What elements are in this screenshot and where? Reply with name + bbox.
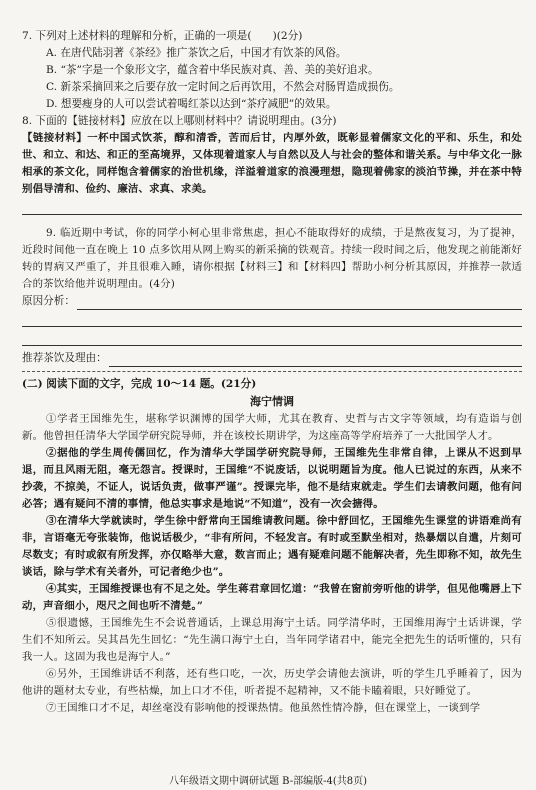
q8-stem: 8. 下面的【链接材料】应放在以上哪则材料中？请说明理由。(3分) bbox=[22, 115, 337, 127]
q7-option-d: D. 想要瘦身的人可以尝试着喝红茶以达到“茶疗减肥”的效果。 bbox=[46, 98, 337, 110]
q8-link-material: 【链接材料】一杯中国式饮茶，醇和清香，苦而后甘，内厚外敛，既彰显着儒家文化的平和、乐生，和处世、和立、和达、和正的至高境界，又体现着道家人与自然以及人与社会的整体和谐关系。与中华文化一脉相承的茶文化，同样饱含着儒家的治世机缘，洋溢着道家的浪漫理想，隐现着佛家的淡泊节操，并在茶中特别倡导清和、俭约、廉洁、求真、求美。 bbox=[22, 132, 522, 195]
article-paragraph-5: ⑤很遗憾，王国维先生不会说普通话，上课总用海宁土话。同学清华时，王国维用海宁土话讲课，学生们不知所云。吴其昌先生回忆：“先生满口海宁土白，当年同学诸君中，能完全把先生的话听懂的，只有我一人。这固为我也是海宁人。” bbox=[22, 617, 522, 663]
q9-reason-label: 原因分析： bbox=[22, 295, 75, 307]
section2-heading: (二) 阅读下面的文字，完成 10～14 题。(21分) bbox=[22, 378, 257, 390]
q9-recommend-row bbox=[22, 350, 522, 367]
section-divider bbox=[22, 371, 522, 372]
q9-reason-line-1[interactable] bbox=[77, 296, 522, 310]
q9-stem: 9. 临近期中考试，你的同学小柯心里非常焦虑，担心不能取得好的成绩，于是熬夜复习，为了提神，近段时间他一直在晚上 10 点多饮用从网上购买的新采摘的铁观音。持续一段时间之后，他发现之前能渐好转的胃病又严重了，并且很难入睡，请你根据【材料三】和【材料四】帮助小柯分析其原因，并推荐一款适合的茶饮给他并说明理由。(4分) bbox=[22, 227, 522, 290]
q9-recommend-line[interactable] bbox=[109, 353, 522, 367]
page-footer: 八年级语文期中调研试题 B-部编版-4(共8页) bbox=[169, 776, 367, 787]
article-paragraph-3: ③在清华大学就读时，学生徐中舒常向王国维请教问题。徐中舒回忆，王国维先生课堂的讲语难尚有非，言语毫无夸张装饰，他说话极少，“非有所问，不轻发言。有时或至默坐相对，热暴烟以自遣，片刻可尽数支；有时或叙有所发挥，亦仅略举大意，数言而止；遇有疑难问题不能解决者，先生即称不知，故先生谈话，除与学术有关者外，可记者绝少也”。 bbox=[22, 515, 522, 578]
page-content bbox=[22, 28, 522, 717]
q9-reason-line-2[interactable] bbox=[22, 312, 522, 327]
q7-option-c: C. 新茶采摘回来之后要存放一定时间之后再饮用，不然会对肠胃造成损伤。 bbox=[46, 81, 400, 93]
q9-recommend-label: 推荐茶饮及理由： bbox=[22, 352, 107, 364]
q9-reason-line-3[interactable] bbox=[22, 331, 522, 346]
article-paragraph-4: ④其实，王国维授课也有不足之处。学生蒋君章回忆道：“我曾在窗前旁听他的讲学，但见他嘴唇上下动，声音细小，咫尺之间也听不清楚。” bbox=[22, 583, 522, 612]
q7-stem: 7. 下列对上述材料的理解和分析，正确的一项是( )(2分) bbox=[22, 30, 303, 42]
article-paragraph-1: ①学者王国维先生，堪称学识渊博的国学大师，尤其在教育、史哲与古文字等领域，均有造诣与创新。他曾担任清华大学国学研究院导师，并在该校长期讲学，为这座高等学府培养了一大批国学人才。 bbox=[22, 413, 522, 442]
article-paragraph-2: ②据他的学生周传儒回忆，作为清华大学国学研究院导师，王国维先生非常自律，上课从不迟到早退，而且风雨无阻，毫无怨言。授课时，王国维“不说废话，以说明题旨为度。他人已说过的东西，从来不抄袭，不掠美，不证人，说话负责，做事严谨”。授课完毕，他不是结束就走。学生们去请教问题，他有问必答；遇有疑问不清的事情，他总实事求是地说“不知道”，没有一次会搪得。 bbox=[22, 447, 522, 510]
q8-answer-line[interactable] bbox=[22, 200, 522, 215]
article-paragraph-7: ⑦王国维口才不足，却丝毫没有影响他的授课热情。他虽然性情冷静，但在课堂上，一谈到学 bbox=[46, 702, 481, 714]
q9-reason-row bbox=[22, 293, 522, 310]
q7-option-b: B. “茶”字是一个象形文字，蕴含着中华民族对真、善、美的美好追求。 bbox=[46, 64, 379, 76]
article-title: 海宁情调 bbox=[250, 395, 294, 408]
article-paragraph-6: ⑥另外，王国维讲话不利落，还有些口吃，一次，历史学会请他去演讲，听的学生几乎睡着了，因为他讲的题材太专业，有些枯燥，加上口才不佳，听者提不起精神，又不能卡瞌着眼，只好睡觉了。 bbox=[22, 668, 522, 697]
q7-option-a: A. 在唐代陆羽著《茶经》推广茶饮之后，中国才有饮茶的风俗。 bbox=[46, 47, 347, 59]
